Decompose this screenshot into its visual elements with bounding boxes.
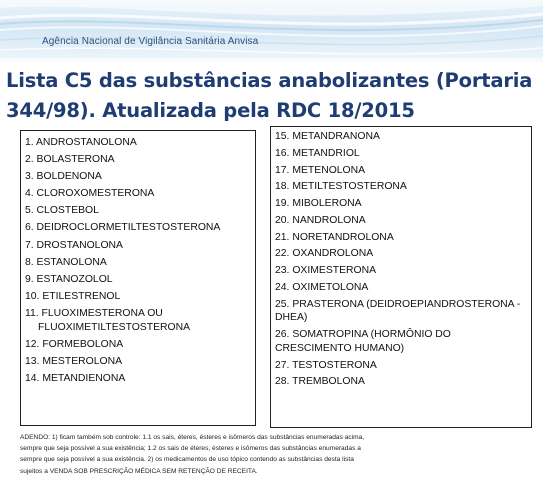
- title-line-2: 344/98). Atualizada pela RDC 18/2015: [6, 99, 415, 122]
- substance-list-right: [271, 127, 531, 389]
- list-item: 7. DROSTANOLONA: [25, 239, 123, 251]
- list-item-text: 11. FLUOXIMESTERONA OU: [25, 307, 163, 319]
- list-item: 20. NANDROLONA: [275, 214, 366, 226]
- list-item: 4. CLOROXOMESTERONA: [25, 188, 155, 200]
- list-item: 19. MIBOLERONA: [275, 198, 362, 210]
- list-item: 12. FORMEBOLONA: [25, 338, 124, 350]
- list-item: 22. OXANDROLONA: [275, 248, 374, 260]
- addendum-note: [20, 432, 540, 477]
- wave-decoration: [0, 0, 543, 62]
- page-title: [6, 66, 536, 126]
- list-item-continuation: FLUOXIMETILTESTOSTERONA: [38, 321, 191, 333]
- addendum-line-1: ADENDO: 1) ficam também sob controle: 1.1 os sais, éteres, ésteres e isômeros das substâncias enumeradas acima,: [20, 434, 365, 441]
- substance-list-right-box: [270, 126, 532, 428]
- list-item: 21. NORETANDROLONA: [275, 231, 394, 243]
- list-item: 1. ANDROSTANOLONA: [25, 137, 137, 148]
- list-item: 5. CLOSTEBOL: [25, 205, 99, 217]
- list-item: 9. ESTANOZOLOL: [25, 273, 113, 285]
- header-banner: [0, 0, 543, 62]
- list-item: [25, 307, 255, 334]
- list-item: 16. METANDRIOL: [275, 147, 360, 159]
- list-item: 14. METANDIENONA: [25, 372, 126, 384]
- list-item: 3. BOLDENONA: [25, 171, 102, 183]
- list-item: 23. OXIMESTERONA: [275, 265, 377, 277]
- list-item: 24. OXIMETOLONA: [275, 282, 369, 294]
- substance-list-left-box: [20, 130, 256, 426]
- list-item: 8. ESTANOLONA: [25, 256, 107, 268]
- addendum-line-2: sempre que seja possível a sua existência; 1.2 os sais de éteres, ésteres e isômeros das substâncias enumeradas a: [20, 445, 361, 453]
- list-item: 6. DEIDROCLORMETILTESTOSTERONA: [25, 222, 221, 234]
- list-item: 27. TESTOSTERONA: [275, 359, 377, 371]
- list-item: 10. ETILESTRENOL: [25, 290, 121, 302]
- list-item: 2. BOLASTERONA: [25, 154, 115, 166]
- addendum-line-3: sempre que seja possível a sua existência. 2) os medicamentos de uso tópico contendo as substâncias desta lista: [20, 456, 354, 464]
- list-item: 25. PRASTERONA (DEIDROEPIANDROSTERONA - DHEA): [275, 298, 521, 324]
- list-item: 15. METANDRANONA: [275, 131, 380, 142]
- list-item: 18. METILTESTOSTERONA: [275, 181, 407, 193]
- addendum-line-4: sujeitos a VENDA SOB PRESCRIÇÃO MÉDICA SEM RETENÇÃO DE RECEITA.: [20, 467, 258, 475]
- list-item: 17. METENOLONA: [275, 164, 366, 176]
- substance-list-left: [21, 131, 255, 385]
- list-item: 13. MESTEROLONA: [25, 355, 123, 367]
- title-line-1: Lista C5 das substâncias anabolizantes (Portaria: [6, 69, 533, 92]
- agency-name: Agência Nacional de Vigilância Sanitária Anvisa: [42, 36, 259, 47]
- list-item: 26. SOMATROPINA (HORMÔNIO DO CRESCIMENTO HUMANO): [275, 329, 451, 354]
- list-item: 28. TREMBOLONA: [275, 376, 365, 388]
